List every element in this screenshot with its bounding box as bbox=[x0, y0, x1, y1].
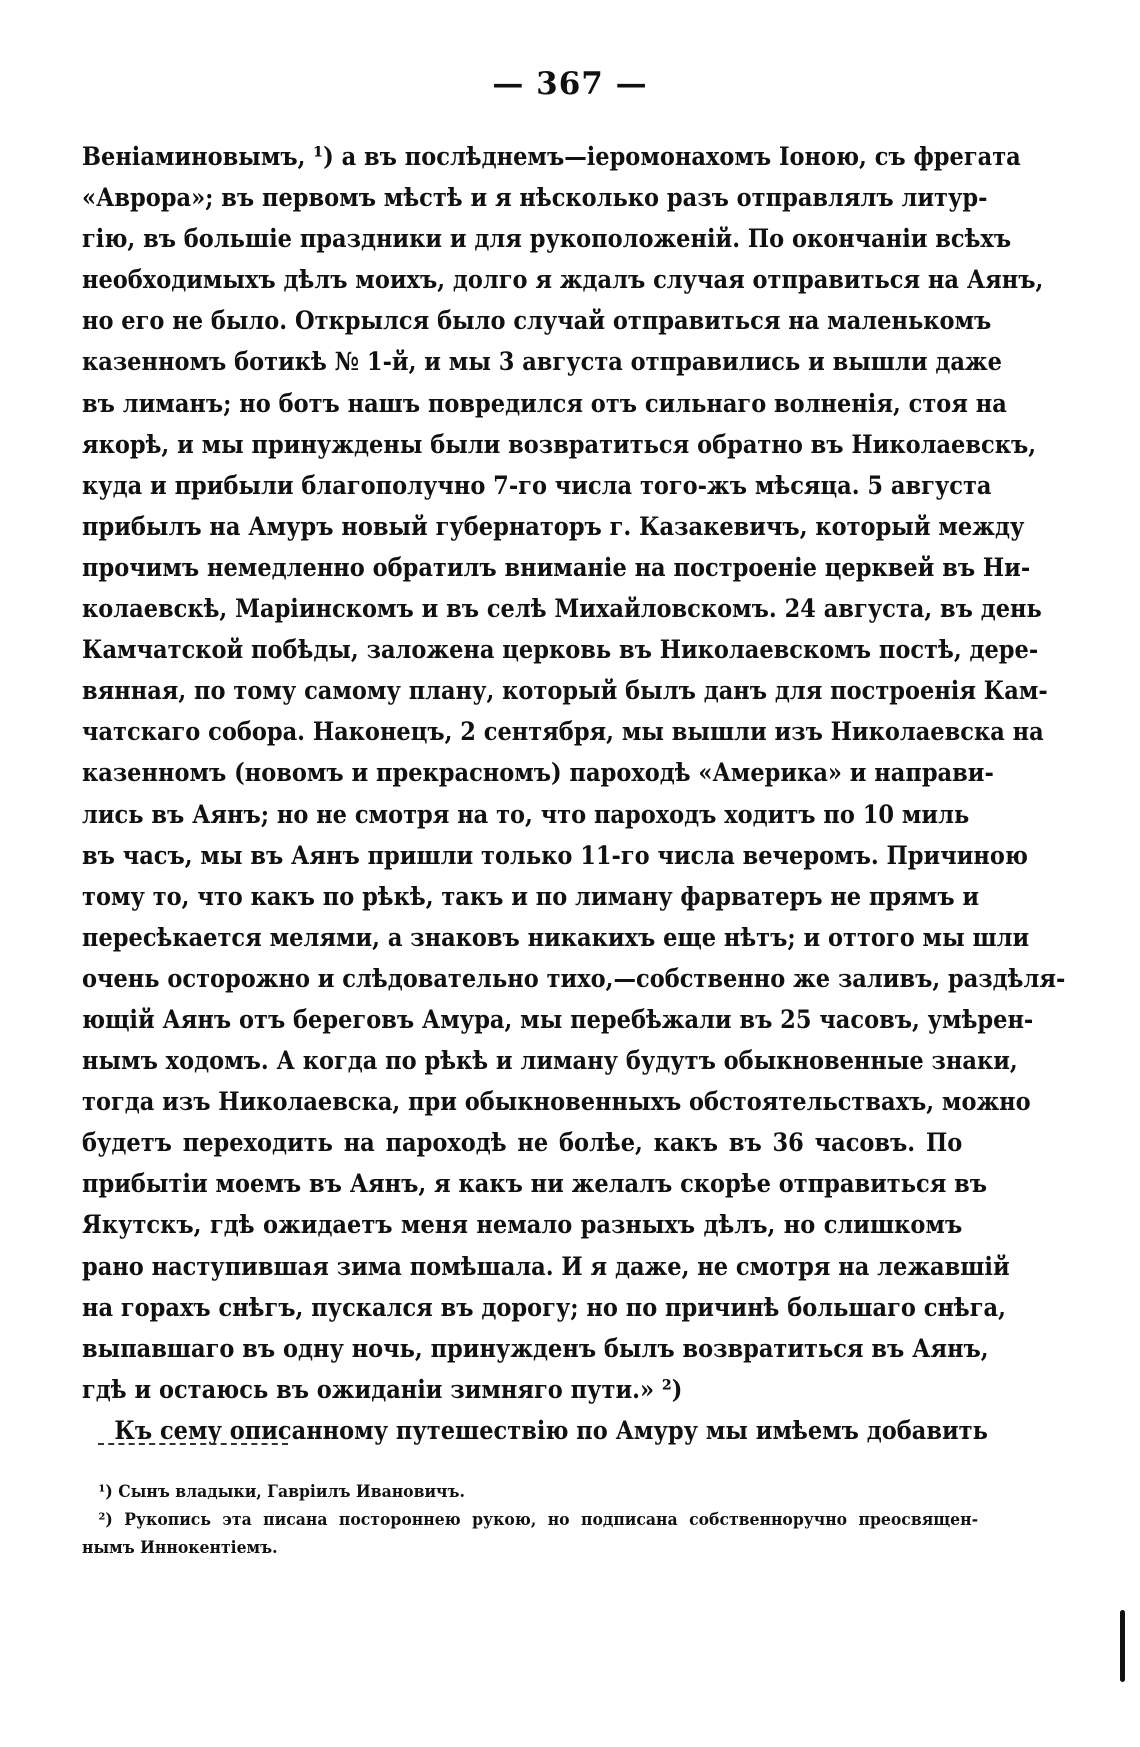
text-line: тому то, что какъ по рѣкѣ, такъ и по лиману фарватеръ не прямъ и bbox=[82, 881, 980, 911]
footnote-divider bbox=[98, 1443, 288, 1445]
text-line: Якутскъ, гдѣ ожидаетъ меня немало разныхъ дѣлъ, но слишкомъ bbox=[82, 1210, 963, 1240]
text-line: но его не было. Открылся было случай отправиться на маленькомъ bbox=[82, 306, 992, 336]
footnote-2-continuation: нымъ Иннокентіемъ. bbox=[82, 1538, 278, 1558]
text-line: пересѣкается мелями, а знаковъ никакихъ еще нѣтъ; и оттого мы шли bbox=[82, 922, 1030, 952]
text-line: тогда изъ Николаевска, при обыкновенныхъ обстоятельствахъ, можно bbox=[82, 1087, 1031, 1117]
margin-mark bbox=[1120, 1610, 1125, 1682]
text-line: прибылъ на Амуръ новый губернаторъ г. Казакевичъ, который между bbox=[82, 511, 1025, 541]
footnote-2: ²) Рукопись эта писана постороннею рукою, но подписана собственноручно преосвящен- bbox=[98, 1510, 979, 1530]
text-line: лись въ Аянъ; но не смотря на то, что пароходъ ходитъ по 10 миль bbox=[82, 799, 970, 829]
text-line: Веніаминовымъ, ¹) а въ послѣднемъ—іеромонахомъ Іоною, съ фрегата bbox=[82, 142, 1021, 171]
text-line: казенномъ ботикѣ № 1-й, и мы 3 августа отправились и вышли даже bbox=[82, 347, 1002, 377]
text-line: на горахъ снѣгъ, пускался въ дорогу; но по причинѣ большаго снѣга, bbox=[82, 1292, 1006, 1322]
body-text bbox=[82, 136, 1066, 1451]
text-line: необходимыхъ дѣлъ моихъ, долго я ждалъ случая отправиться на Аянъ, bbox=[82, 265, 1044, 295]
text-line: прибытіи моемъ въ Аянъ, я какъ ни желалъ скорѣе отправиться въ bbox=[82, 1169, 988, 1199]
text-line: «Аврора»; въ первомъ мѣстѣ и я нѣсколько разъ отправлялъ литур- bbox=[82, 183, 988, 213]
text-line: въ лиманъ; но ботъ нашъ повредился отъ сильнаго волненія, стоя на bbox=[82, 388, 1007, 418]
footnote-1: ¹) Сынъ владыки, Гавріилъ Ивановичъ. bbox=[98, 1482, 465, 1502]
text-line: якорѣ, и мы принуждены были возвратиться обратно въ Николаевскъ, bbox=[82, 429, 1037, 459]
footnotes bbox=[82, 1478, 979, 1562]
text-line: будетъ переходить на пароходѣ не болѣе, какъ въ 36 часовъ. По bbox=[82, 1128, 963, 1158]
text-line: чатскаго собора. Наконецъ, 2 сентября, мы вышли изъ Николаевска на bbox=[82, 717, 1044, 747]
text-line: колаевскѣ, Маріинскомъ и въ селѣ Михайловскомъ. 24 августа, въ день bbox=[82, 594, 1042, 624]
text-line: нымъ ходомъ. А когда по рѣкѣ и лиману будутъ обыкновенные знаки, bbox=[82, 1046, 1018, 1076]
text-line: ющій Аянъ отъ береговъ Амура, мы перебѣжали въ 25 часовъ, умѣрен- bbox=[82, 1004, 1034, 1034]
text-line: гію, въ большіе праздники и для рукоположеній. По окончаніи всѣхъ bbox=[82, 224, 1012, 254]
text-line: очень осторожно и слѣдовательно тихо,—собственно же заливъ, раздѣля- bbox=[82, 963, 1066, 993]
text-line: казенномъ (новомъ и прекрасномъ) пароходѣ «Америка» и направи- bbox=[82, 758, 994, 788]
text-line: куда и прибыли благополучно 7-го числа того-жъ мѣсяца. 5 августа bbox=[82, 470, 992, 500]
text-line: Камчатской побѣды, заложена церковь въ Николаевскомъ постѣ, дере- bbox=[82, 635, 1039, 665]
text-line: рано наступившая зима помѣшала. И я даже, не смотря на лежавшій bbox=[82, 1251, 1010, 1281]
text-line: въ часъ, мы въ Аянъ пришли только 11-го числа вечеромъ. Причиною bbox=[82, 840, 1028, 870]
text-line-paragraph-end: гдѣ и остаюсь въ ожиданіи зимняго пути.» ²) bbox=[82, 1374, 683, 1404]
text-line: вянная, по тому самому плану, который былъ данъ для построенія Кам- bbox=[82, 676, 1048, 706]
page-number: — 367 — bbox=[492, 66, 648, 102]
text-line: выпавшаго въ одну ночь, принужденъ былъ возвратиться въ Аянъ, bbox=[82, 1333, 989, 1363]
text-line: прочимъ немедленно обратилъ вниманіе на построеніе церквей въ Ни- bbox=[82, 552, 1031, 582]
text-line-paragraph-start: Къ сему описанному путешествію по Амуру мы имѣемъ добавить bbox=[114, 1415, 988, 1445]
